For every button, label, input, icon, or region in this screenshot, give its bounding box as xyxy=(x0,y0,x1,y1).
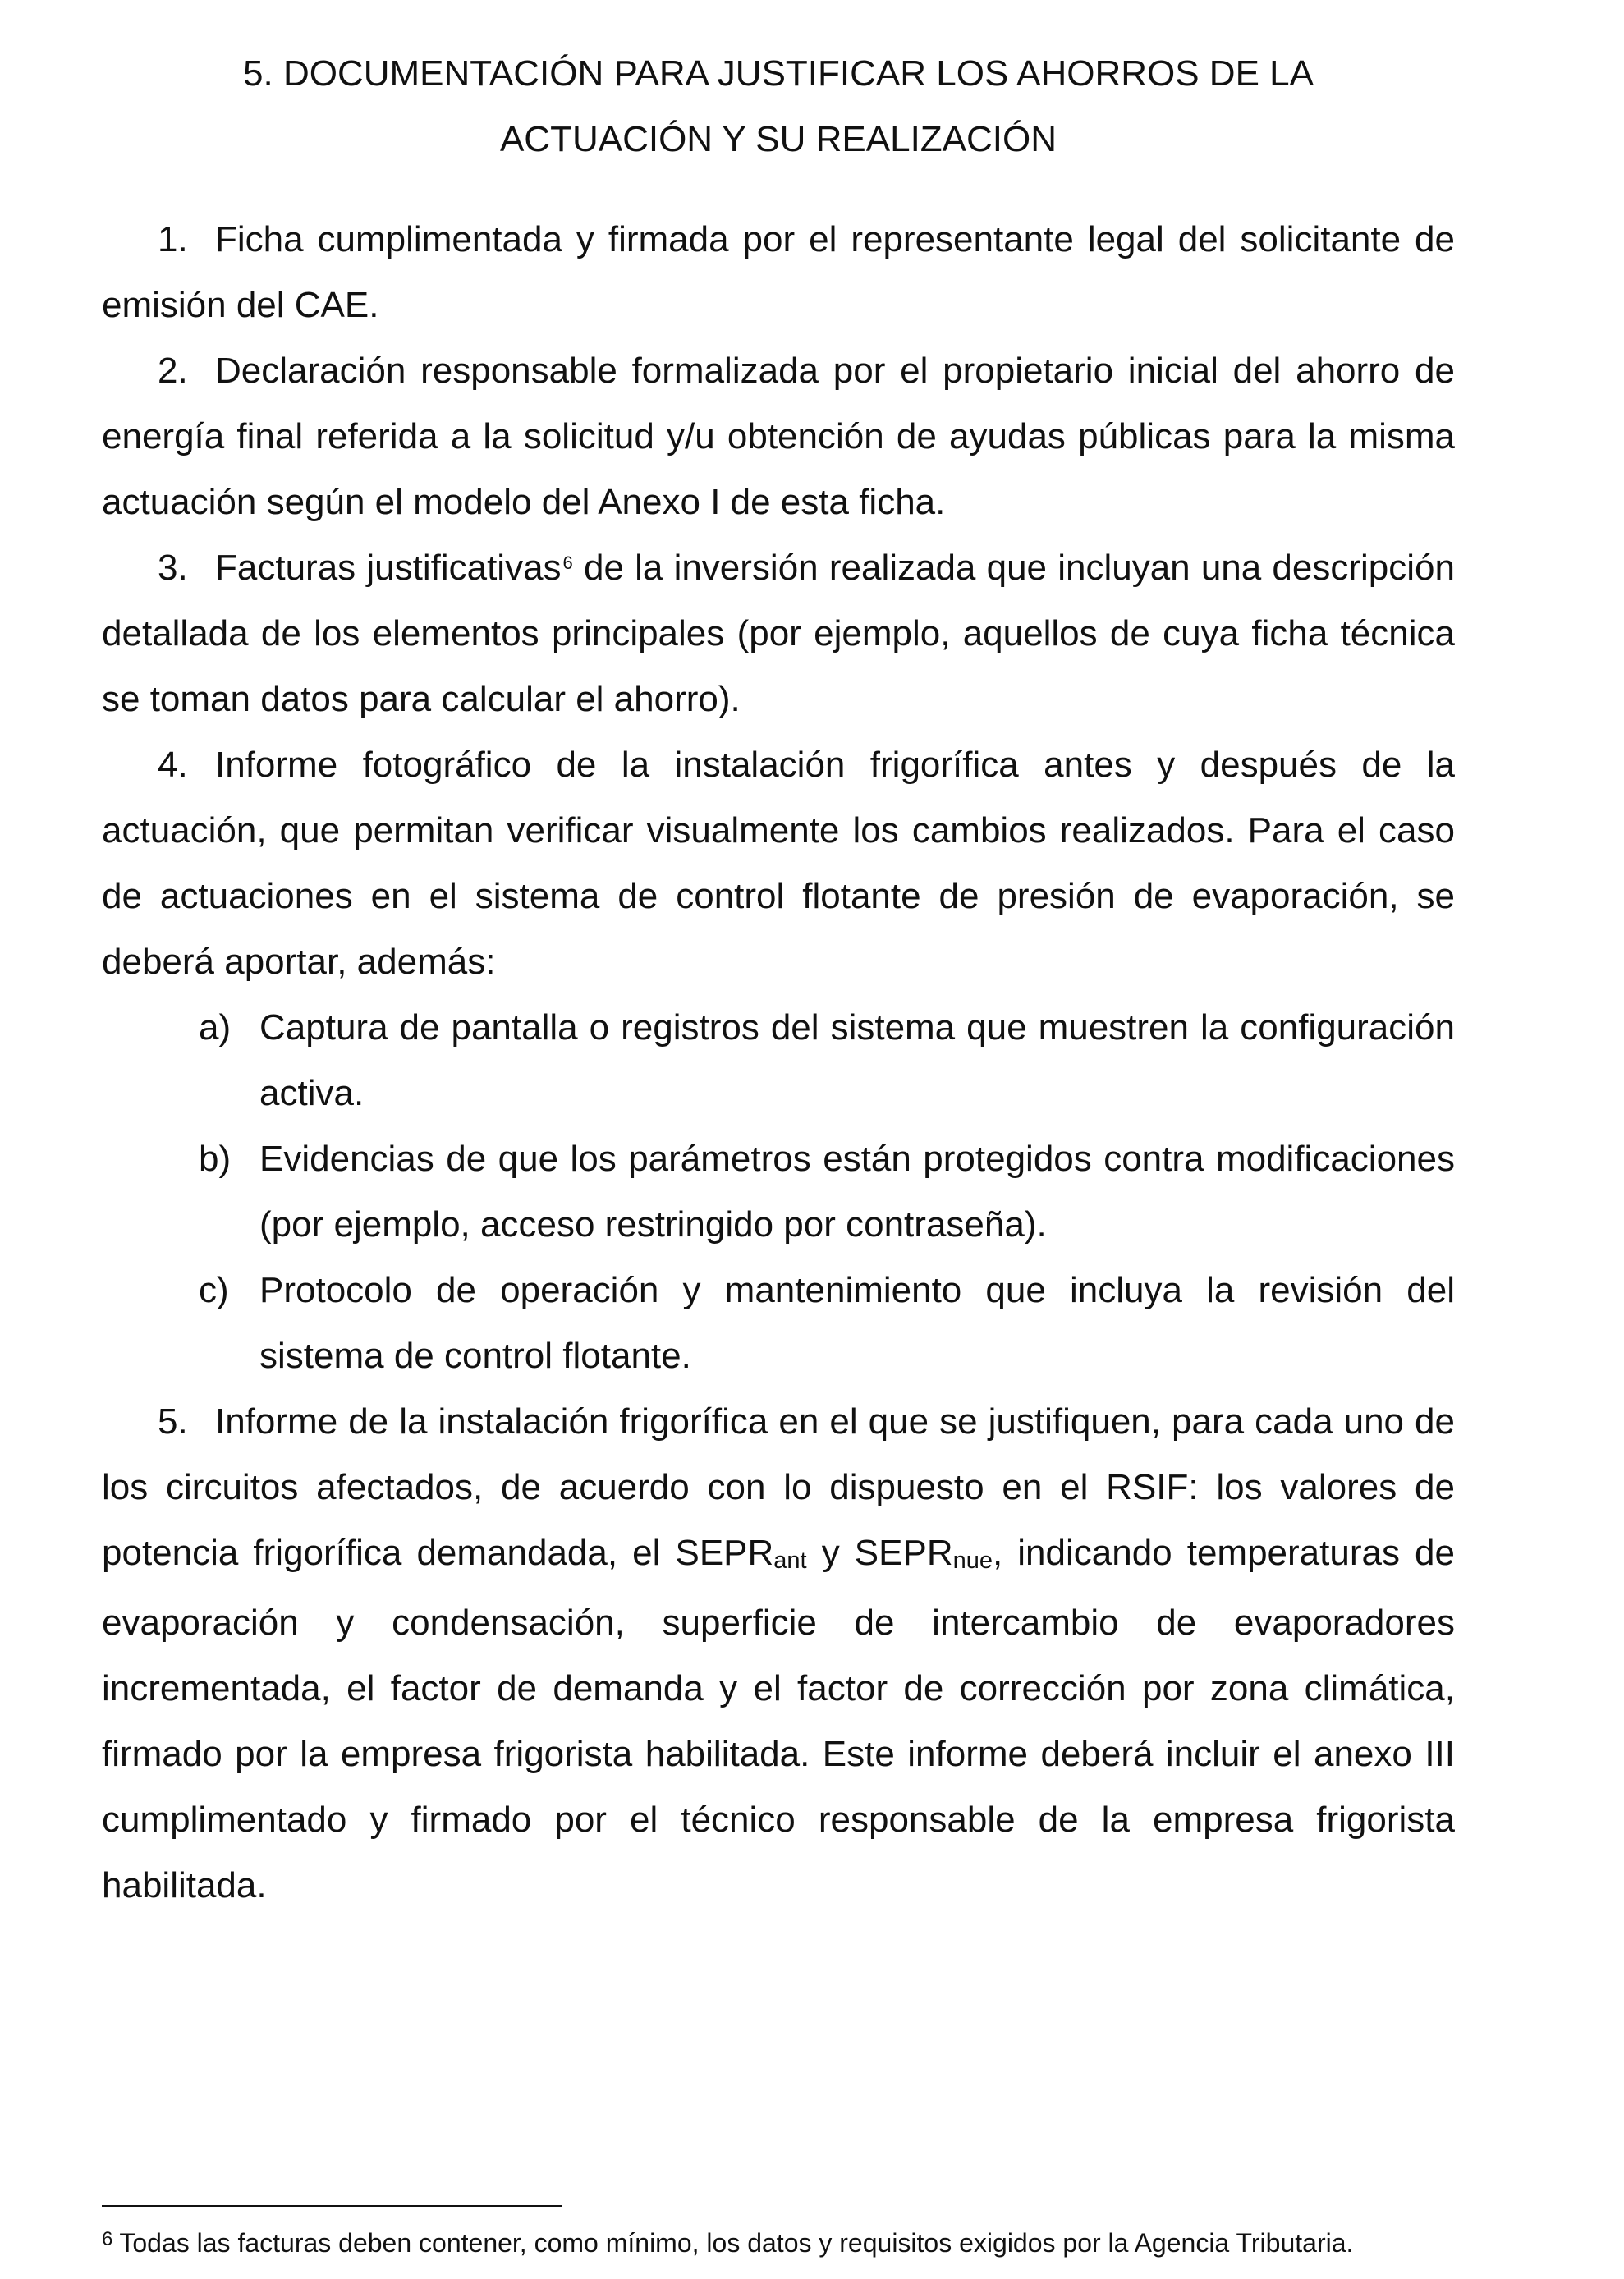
subscript-ant: ant xyxy=(773,1548,807,1574)
footnote-text: Todas las facturas deben contener, como mínimo, los datos y requisitos exigidos por la Agencia Tributaria. xyxy=(119,2228,1354,2258)
item-text: de la inversión realizada que incluyan una descripción detallada de los elementos principales (por ejemplo, aquellos de cuya ficha técnica se toman datos para calcular el ahorro). xyxy=(102,548,1455,719)
footnote-marker: 6 xyxy=(102,2228,113,2250)
section-title-line-1: 5. DOCUMENTACIÓN PARA JUSTIFICAR LOS AHORROS DE LA xyxy=(243,53,1314,94)
section-title xyxy=(102,41,1455,172)
list-item-3 xyxy=(102,535,1455,732)
footnote-reference: 6 xyxy=(562,553,573,573)
item-text: y SEPR xyxy=(806,1533,953,1573)
sub-item-text: Protocolo de operación y mantenimiento que incluya la revisión del sistema de control flotante. xyxy=(259,1270,1455,1376)
sub-list xyxy=(102,995,1455,1389)
item-text: Informe de la instalación frigorífica en el que se justifiquen, para cada uno de los circuitos afectados, de acuerdo con lo dispuesto en el RSIF: los valores de potencia frigorífica demandada, el SEPR xyxy=(102,1401,1455,1573)
item-text: Ficha cumplimentada y firmada por el representante legal del solicitante de emisión del CAE. xyxy=(102,219,1455,325)
sub-item-letter: a) xyxy=(199,1007,232,1048)
document-list xyxy=(102,207,1455,1919)
item-text: Informe fotográfico de la instalación frigorífica antes y después de la actuación, que permitan verificar visualmente los cambios realizados. Para el caso de actuaciones en el sistema de control flotante de presión de evaporación, se deberá aportar, además: xyxy=(102,745,1455,982)
subscript-nue: nue xyxy=(952,1548,993,1574)
item-text: , indicando temperaturas de evaporación y condensación, superficie de intercambio de evaporadores incrementada, el factor de demanda y el factor de corrección por zona climática, firmado por la empresa frigorista habilitada. Este informe deberá incluir el anexo III cumplimentado y firmado por el técnico responsable de la empresa frigorista habilitada. xyxy=(102,1533,1455,1905)
list-item-2 xyxy=(102,338,1455,535)
list-item-5 xyxy=(102,1389,1455,1919)
sub-item-letter: c) xyxy=(199,1270,229,1310)
item-text: Facturas justificativas xyxy=(215,548,562,588)
sub-item-letter: b) xyxy=(199,1139,232,1179)
sub-item-a xyxy=(199,995,1455,1126)
item-number: 3. xyxy=(158,548,188,588)
item-number: 5. xyxy=(158,1401,188,1442)
section-title-line-2: ACTUACIÓN Y SU REALIZACIÓN xyxy=(499,119,1057,159)
item-number: 1. xyxy=(158,219,188,259)
sub-item-text: Captura de pantalla o registros del sistema que muestren la configuración activa. xyxy=(259,1007,1455,1113)
footnote xyxy=(102,2225,1498,2261)
list-item-1 xyxy=(102,207,1455,338)
item-text: Declaración responsable formalizada por el propietario inicial del ahorro de energía final referida a la solicitud y/u obtención de ayudas públicas para la misma actuación según el modelo del Anexo I de esta ficha. xyxy=(102,351,1455,522)
sub-item-text: Evidencias de que los parámetros están protegidos contra modificaciones (por ejemplo, acceso restringido por contraseña). xyxy=(259,1139,1455,1245)
sub-item-b xyxy=(199,1126,1455,1258)
sub-item-c xyxy=(199,1258,1455,1389)
footnote-separator xyxy=(102,2205,562,2207)
item-number: 4. xyxy=(158,745,188,785)
list-item-4 xyxy=(102,732,1455,995)
item-number: 2. xyxy=(158,351,188,391)
